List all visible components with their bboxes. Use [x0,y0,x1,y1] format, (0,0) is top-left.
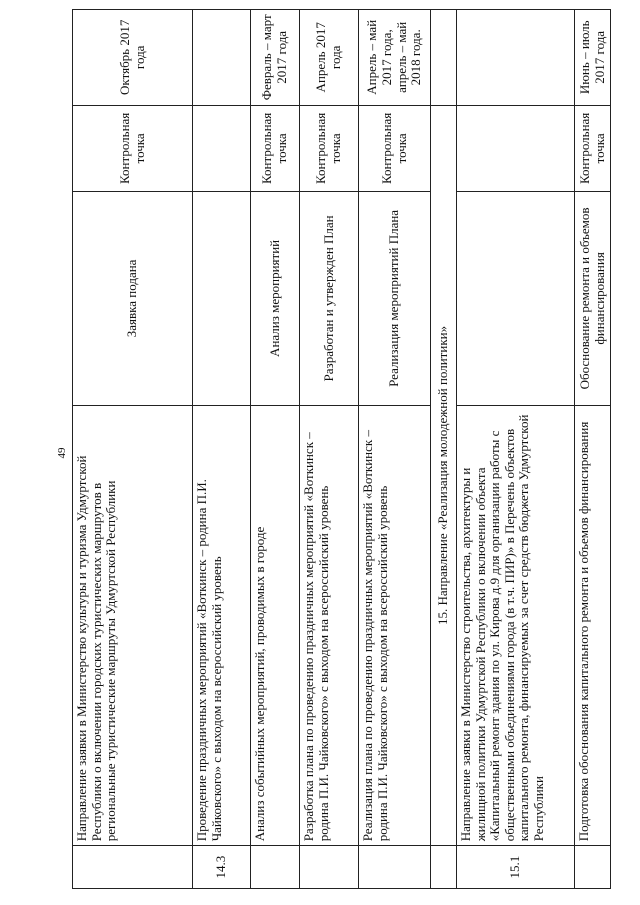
table-row [73,10,193,889]
type-cell: Контрольная точка [575,105,611,192]
date-cell: Октябрь 2017 года [73,10,193,106]
type-cell [457,105,575,192]
result-cell: Реализация мероприятий Плана [359,192,431,406]
plan-table [72,9,611,889]
task-cell: Реализация плана по проведению праздничных мероприятий «Воткинск – родина П.И. Чайковского» с выходом на всероссийский уровень [359,405,431,846]
result-cell: Заявка подана [73,192,193,406]
date-cell [193,10,251,106]
row-number [300,846,359,889]
date-cell: Апрель 2017 года [300,10,359,106]
type-cell: Контрольная точка [73,105,193,192]
result-cell: Разработан и утвержден План [300,192,359,406]
result-cell: Анализ мероприятий [251,192,300,406]
section-spacer [431,846,457,889]
table-row [193,10,251,889]
task-cell: Анализ событийных мероприятий, проводимых в городе [251,405,300,846]
page-number: 49 [56,447,68,459]
result-cell [457,192,575,406]
date-cell: Июнь – июль 2017 года [575,10,611,106]
type-cell: Контрольная точка [359,105,431,192]
result-cell [193,192,251,406]
date-cell: Апрель – май 2017 года, апрель – май 2018 года. [359,10,431,106]
type-cell: Контрольная точка [251,105,300,192]
table-row [457,10,575,889]
type-cell [193,105,251,192]
row-number [251,846,300,889]
table-row [575,10,611,889]
rotated-table-container [72,9,610,889]
table-row [251,10,300,889]
type-cell: Контрольная точка [300,105,359,192]
row-number [359,846,431,889]
section-heading: 15. Направление «Реализация молодежной политики» [431,105,457,846]
task-cell: Направление заявки в Министерство строительства, архитектуры и жилищной политики Удмуртской Республики о включении объекта «Капитальный ремонт здания по ул. Кирова д.9 для организации работы с общественными объединениями города (в т.ч. ПИР)» в Перечень объектов капитального ремонта, финансируемых за счет средств бюджета Удмуртской Республики [457,405,575,846]
task-cell: Подготовка обоснования капитального ремонта и объемов финансирования [575,405,611,846]
row-number: 14.3 [193,846,251,889]
date-cell: Февраль – март 2017 года [251,10,300,106]
table-row [300,10,359,889]
section-spacer [431,10,457,106]
date-cell [457,10,575,106]
section-row [431,10,457,889]
task-cell: Разработка плана по проведению праздничных мероприятий «Воткинск – родина П.И. Чайковского» с выходом на всероссийский уровень [300,405,359,846]
result-cell: Обоснование ремонта и объемов финансирования [575,192,611,406]
row-number [73,846,193,889]
table-row [359,10,431,889]
task-cell: Направление заявки в Министерство культуры и туризма Удмуртской Республики о включении городских туристических маршрутов в региональные туристические маршруты Удмуртской Республики [73,405,193,846]
row-number [575,846,611,889]
task-cell: Проведение праздничных мероприятий «Воткинск – родина П.И. Чайковского» с выходом на всероссийский уровень [193,405,251,846]
row-number: 15.1 [457,846,575,889]
